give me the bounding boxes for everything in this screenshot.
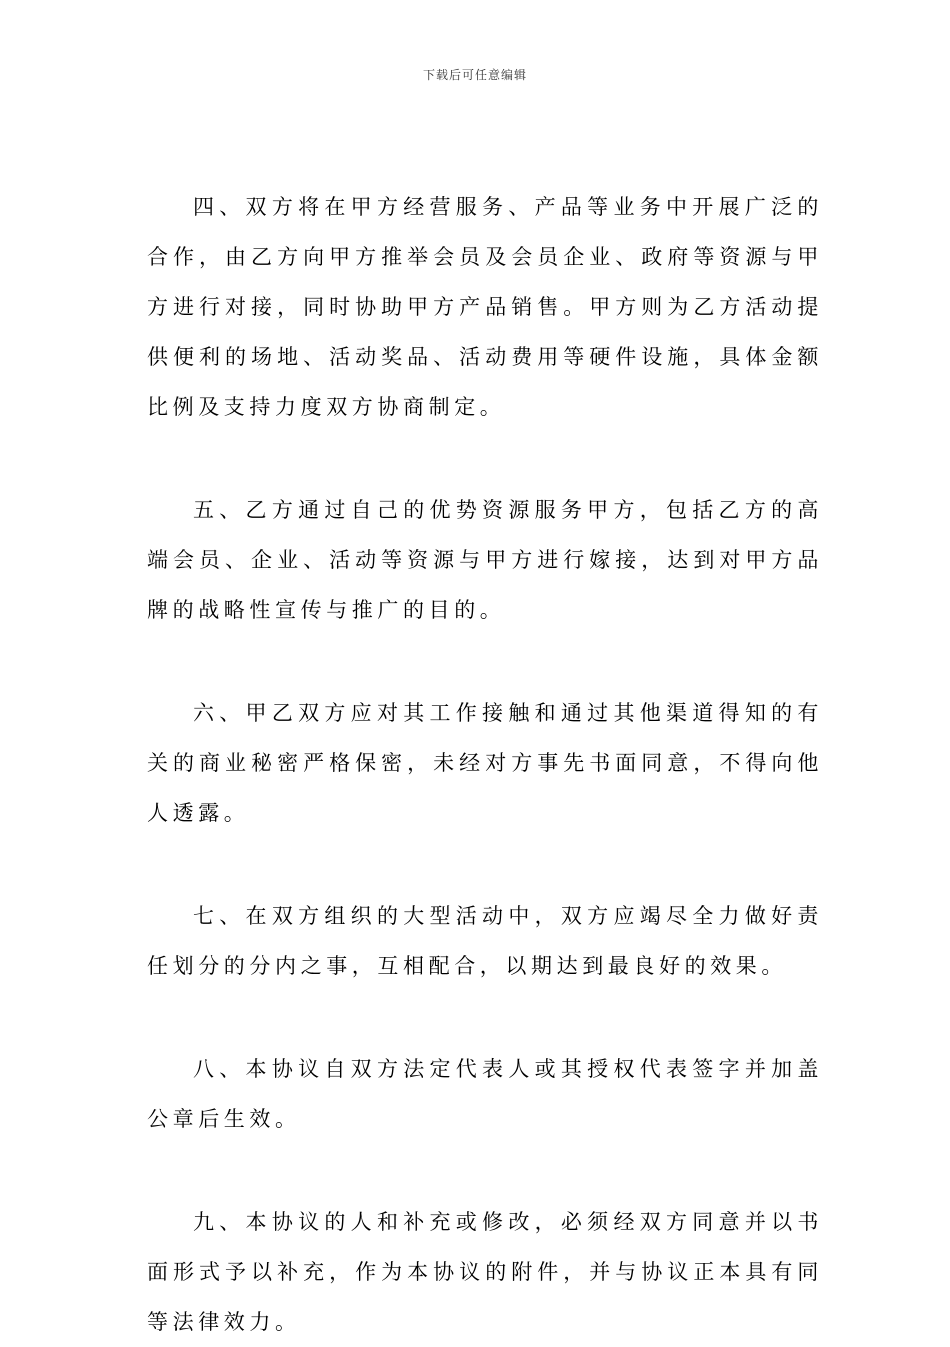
agreement-body [147,182,823,1347]
clause-5: 五、乙方通过自己的优势资源服务甲方，包括乙方的高端会员、企业、活动等资源与甲方进行嫁接，达到对甲方品牌的战略性宣传与推广的目的。 [147,498,823,622]
clause-4: 四、双方将在甲方经营服务、产品等业务中开展广泛的合作，由乙方向甲方推举会员及会员企业、政府等资源与甲方进行对接，同时协助甲方产品销售。甲方则为乙方活动提供便利的场地、活动奖品、活动费用等硬件设施，具体金额比例及支持力度双方协商制定。 [147,195,823,419]
page-header-note: 下载后可任意编辑 [422,68,527,82]
clause-7: 七、在双方组织的大型活动中，双方应竭尽全力做好责任划分的分内之事，互相配合，以期达到最良好的效果。 [147,904,823,978]
clause-8: 八、本协议自双方法定代表人或其授权代表签字并加盖公章后生效。 [147,1057,823,1131]
clause-9: 九、本协议的人和补充或修改，必须经双方同意并以书面形式予以补充，作为本协议的附件，并与协议正本具有同等法律效力。 [147,1210,823,1334]
clause-6: 六、甲乙双方应对其工作接触和通过其他渠道得知的有关的商业秘密严格保密，未经对方事先书面同意，不得向他人透露。 [147,701,823,825]
